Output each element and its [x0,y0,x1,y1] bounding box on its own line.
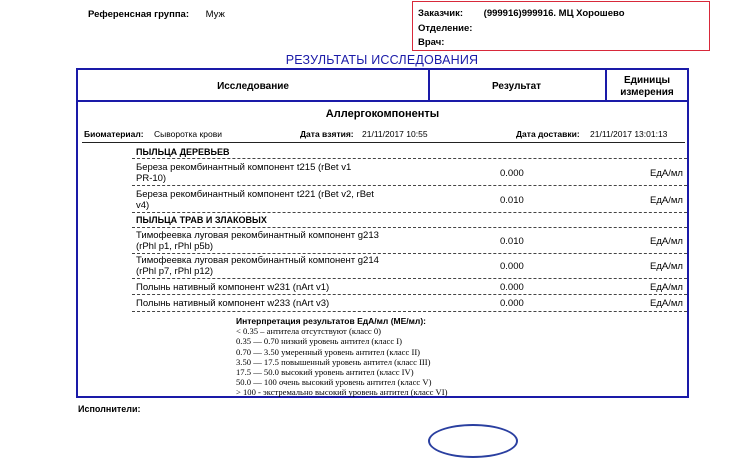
interpretation-line: < 0.35 – антитела отсутствуют (класс 0) [236,326,382,337]
header-study-cell [78,70,430,100]
test-name-line1: Тимофеевка луговая рекомбинантный компонент g213 [136,230,379,241]
interpretation-line: 0.35 — 0.70 низкий уровень антител (класс I) [236,336,403,347]
test-name-line1: Береза рекомбинантный компонент t215 (rBet v1 [136,162,352,173]
table-header [78,70,687,102]
customer-label: Заказчик: [418,8,464,19]
interpretation-line: 0.70 — 3.50 умеренный уровень антител (класс II) [236,346,421,357]
reference-group-label: Референсная группа: [88,9,190,20]
interpretation-line: > 100 - экстремально высокий уровень антител (класс VI) [236,387,448,398]
row-divider [132,212,687,213]
test-value: 0.010 [500,195,524,206]
row-divider [132,253,687,254]
header-result-cell [428,70,607,100]
biomaterial [84,129,222,139]
department-label: Отделение: [418,23,473,34]
date-delivered [516,129,667,139]
lab-report-page [48,0,716,432]
test-name-line2: v4) [136,200,150,211]
test-value: 0.000 [500,298,524,309]
test-unit: ЕдА/мл [650,236,683,247]
test-name-line1: Береза рекомбинантный компонент t221 (rBet v2, rBet [136,189,374,200]
test-unit: ЕдА/мл [650,298,683,309]
interpretation-title: Интерпретация результатов ЕдА/мл (МЕ/мл): [236,316,426,326]
header-study: Исследование [217,81,289,92]
test-unit: ЕдА/мл [650,195,683,206]
test-name: Полынь нативный компонент w231 (nArt v1) [136,282,330,293]
executors-label: Исполнители: [78,404,141,414]
interpretation-line: 50.0 — 100 очень высокий уровень антител (класс V) [236,377,432,388]
header-units-cell [605,70,689,100]
customer-line [418,8,625,19]
date-delivered-label: Дата доставки: [516,129,580,139]
date-taken-label: Дата взятия: [300,129,354,139]
section-title: Аллергокомпоненты [325,108,440,120]
report-title: РЕЗУЛЬТАТЫ ИССЛЕДОВАНИЯ [285,53,479,67]
page-margin-left [0,0,48,432]
row-divider [132,158,687,159]
group-title-trees: ПЫЛЬЦА ДЕРЕВЬЕВ [136,147,230,157]
date-delivered-value: 21/11/2017 13:01:13 [590,129,668,139]
divider [82,142,685,143]
test-unit: ЕдА/мл [650,261,683,272]
test-name: Полынь нативный компонент w233 (nArt v3) [136,298,330,309]
group-title-grasses: ПЫЛЬЦА ТРАВ И ЗЛАКОВЫХ [136,215,267,225]
date-taken [300,129,428,139]
doctor-label: Врач: [418,37,445,48]
row-divider [132,227,687,228]
test-unit: ЕдА/мл [650,282,683,293]
row-divider [132,185,687,186]
test-name [136,189,416,211]
test-name-line2: (rPhl p1, rPhl p5b) [136,241,214,252]
row-divider [132,294,687,295]
reference-group [88,9,225,20]
interpretation-line: 3.50 — 17.5 повышенный уровень антител (класс III) [236,356,431,367]
row-divider [132,278,687,279]
test-value: 0.000 [500,168,524,179]
header-result: Результат [491,81,542,92]
interpretation-line: 17.5 — 50.0 высокий уровень антител (класс IV) [236,367,414,378]
reference-group-value: Муж [205,9,225,20]
test-unit: ЕдА/мл [650,168,683,179]
row-divider [132,311,687,312]
test-name-line2: PR-10) [136,173,167,184]
test-name [136,162,416,184]
test-name-line2: (rPhl p7, rPhl p12) [136,266,214,277]
results-table [76,68,689,398]
test-value: 0.000 [500,282,524,293]
test-name [136,230,416,252]
date-taken-value: 21/11/2017 10:55 [362,129,428,139]
interpretation-block [236,316,447,398]
header-units-line1: Единицы [623,75,671,86]
biomaterial-value: Сыворотка крови [153,129,222,139]
biomaterial-label: Биоматериал: [84,129,144,139]
test-value: 0.010 [500,236,524,247]
test-name-line1: Тимофеевка луговая рекомбинантный компонент g214 [136,255,379,266]
test-name [136,255,416,277]
header-units-line2: измерения [620,87,674,98]
customer-info-box [412,1,710,51]
test-value: 0.000 [500,261,524,272]
customer-value: (999916)999916. МЦ Хорошево [483,8,625,19]
stamp-seal [428,424,518,458]
